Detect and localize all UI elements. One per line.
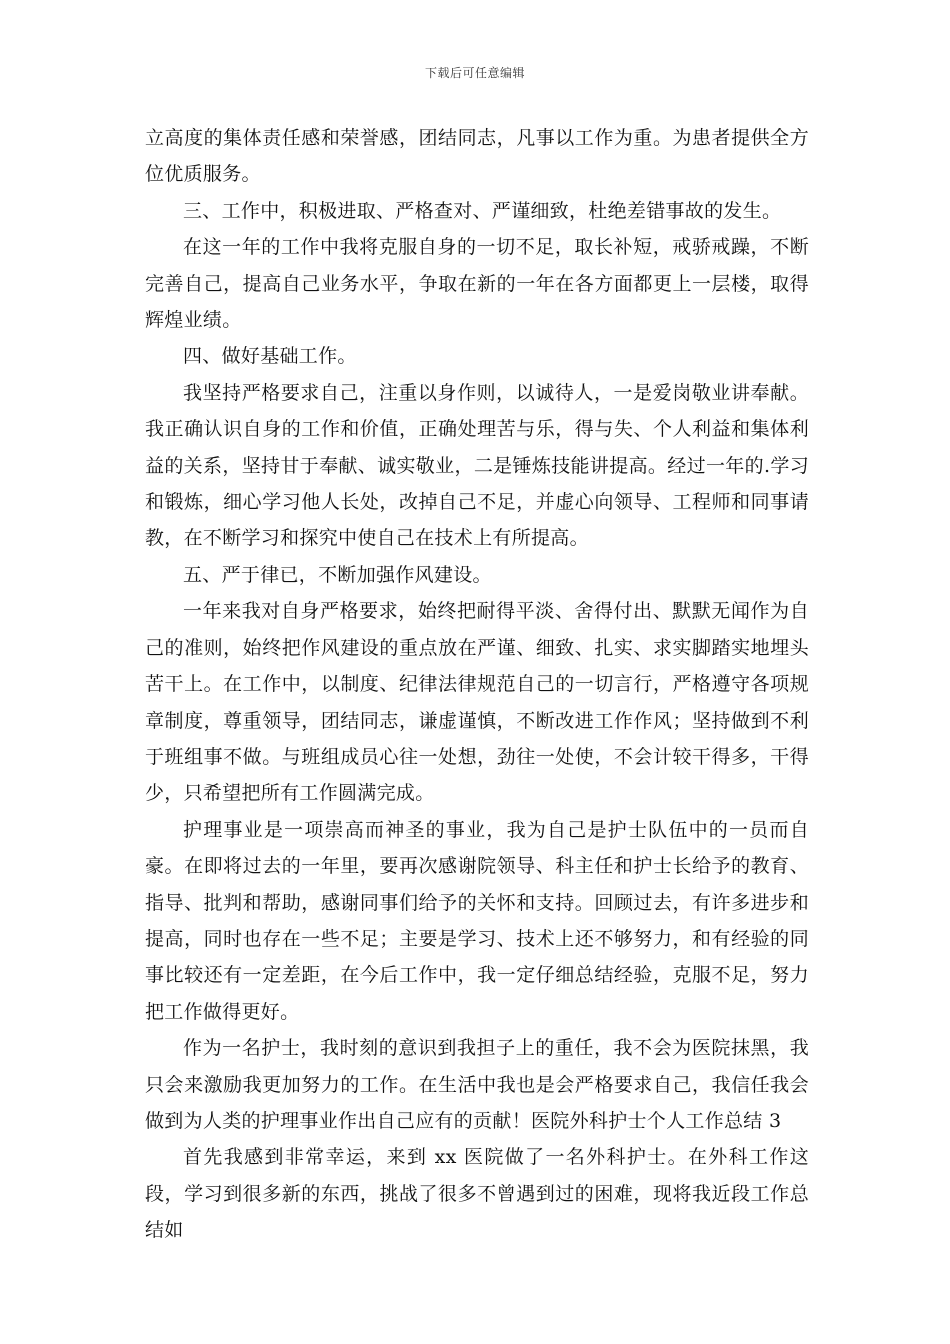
paragraph-section-four-heading: 四、做好基础工作。 xyxy=(183,345,357,368)
document-body xyxy=(145,120,809,1249)
paragraph-nursing-career: 护理事业是一项崇高而神圣的事业，我为自己是护士队伍中的一员而自豪。在即将过去的一年里，要再次感谢院领导、科主任和护士长给予的教育、指导、批判和帮助，感谢同事们给予的关怀和支持。回顾过去，有许多进步和提高，同时也存在一些不足；主要是学习、技术上还不够努力，和有经验的同事比较还有一定差距，在今后工作中，我一定仔细总结经验，克服不足，努力把工作做得更好。 xyxy=(145,818,809,1023)
paragraph-work-style: 一年来我对自身严格要求，始终把耐得平淡、舍得付出、默默无闻作为自己的准则，始终把作风建设的重点放在严谨、细致、扎实、求实脚踏实地埋头苦干上。在工作中，以制度、纪律法律规范自己的一切言行，严格遵守各项规章制度，尊重领导，团结同志，谦虚谨慎，不断改进工作作风；坚持做到不利于班组事不做。与班组成员心往一处想，劲往一处使，不会计较干得多，干得少，只希望把所有工作圆满完成。 xyxy=(145,600,809,805)
paragraph-summary-three-intro: 首先我感到非常幸运，来到 xx 医院做了一名外科护士。在外科工作这段，学习到很多新的东西，挑战了很多不曾遇到过的困难，现将我近段工作总结如 xyxy=(145,1146,809,1242)
paragraph-continuation: 立高度的集体责任感和荣誉感，团结同志，凡事以工作为重。为患者提供全方位优质服务。 xyxy=(145,127,809,186)
paragraph-section-three-heading: 三、工作中，积极进取、严格查对、严谨细致，杜绝差错事故的发生。 xyxy=(183,199,782,222)
paragraph-self-improvement: 在这一年的工作中我将克服自身的一切不足，取长补短，戒骄戒躁，不断完善自己，提高自己业务水平，争取在新的一年在各方面都更上一层楼，取得辉煌业绩。 xyxy=(145,236,809,332)
page-header: 下载后可任意编辑 xyxy=(424,66,525,80)
paragraph-section-five-heading: 五、严于律已，不断加强作风建设。 xyxy=(183,563,492,586)
paragraph-dedication: 我坚持严格要求自己，注重以身作则，以诚待人，一是爱岗敬业讲奉献。我正确认识自身的工作和价值，正确处理苦与乐，得与失、个人利益和集体利益的关系，坚持甘于奉献、诚实敬业，二是锤炼技能讲提高。经过一年的.学习和锻炼，细心学习他人长处，改掉自己不足，并虚心向领导、工程师和同事请教，在不断学习和探究中使自己在技术上有所提高。 xyxy=(145,381,809,550)
paragraph-responsibility: 作为一名护士，我时刻的意识到我担子上的重任，我不会为医院抹黑，我只会来激励我更加努力的工作。在生活中我也是会严格要求自己，我信任我会做到为人类的护理事业作出自己应有的贡献！医院外科护士个人工作总结 3 xyxy=(145,1037,809,1132)
